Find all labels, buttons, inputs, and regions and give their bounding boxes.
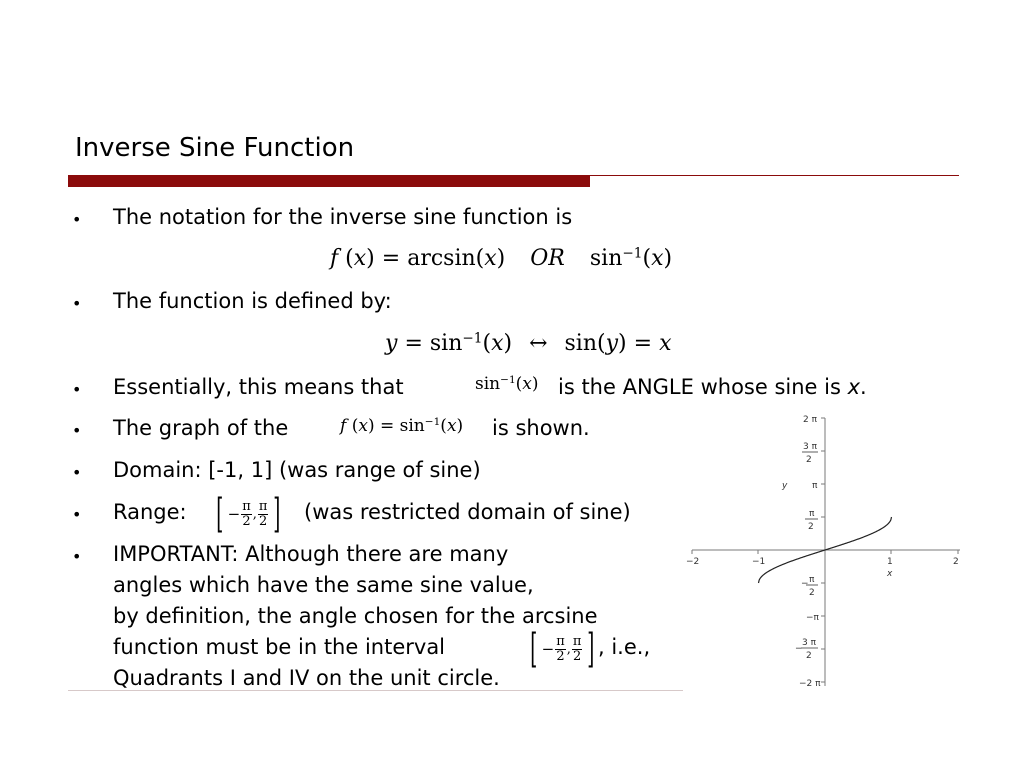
x-tick-label: −2 — [686, 557, 700, 567]
bullet-important-line4-post: , i.e., — [598, 635, 651, 659]
x-tick-label: 1 — [887, 557, 893, 567]
x-tick-label: −1 — [752, 557, 766, 567]
interval-important: [ − $\frac{\pi}{2}$ , $\frac{\pi}{2}$ ] — [530, 626, 595, 672]
bullet-marker: • — [72, 505, 82, 524]
bullet-important-line3: by definition, the angle chosen for the arcsine — [113, 604, 598, 628]
y-tick-label: −2 π — [799, 679, 821, 689]
footer-divider — [68, 690, 683, 691]
y-axis-label: y — [782, 481, 788, 491]
bullet-notation: The notation for the inverse sine function is — [113, 205, 573, 229]
formula-definition: $y = \sin^{-1}(x)$ ↔ sin(y) = x — [385, 330, 672, 356]
interval-range: [ − $\frac{\pi}{2}$ , $\frac{\pi}{2}$ ] — [216, 491, 281, 537]
bullet-angle-post: is the ANGLE whose sine is x. — [558, 375, 867, 399]
y-tick-label: π — [809, 575, 815, 585]
arcsin-graph — [686, 410, 966, 695]
slide-title: Inverse Sine Function — [75, 133, 355, 163]
bullet-graph-post: is shown. — [492, 416, 590, 440]
bullet-marker: • — [72, 294, 82, 313]
y-tick-label: 2 π — [803, 415, 818, 425]
formula-inline-arcsin: $\sin^{-1}(x)$ — [475, 374, 539, 394]
y-tick-label: π — [812, 481, 818, 491]
bullet-important-line1: IMPORTANT: Although there are many — [113, 542, 509, 566]
formula-notation: f (x) = arcsin(x) OR $\sin^{-1}(x)$ — [330, 245, 673, 271]
y-tick-label: 2 — [809, 588, 815, 598]
y-tick-label: −π — [806, 613, 819, 623]
x-tick-label: 2 — [953, 557, 959, 567]
title-accent-bar — [68, 175, 590, 187]
bullet-angle-pre: Essentially, this means that — [113, 375, 404, 399]
y-tick-label: π — [809, 509, 815, 519]
title-rule-line — [590, 175, 959, 176]
bullet-marker: • — [72, 547, 82, 566]
bullet-graph-pre: The graph of the — [113, 416, 289, 440]
y-tick-label: 2 — [806, 455, 812, 465]
bullet-important-line4: function must be in the interval — [113, 635, 446, 659]
y-tick-label: 2 — [806, 651, 812, 661]
bullet-marker: • — [72, 463, 82, 482]
x-axis-label: x — [887, 569, 893, 579]
y-tick-label: 3 π — [803, 442, 818, 452]
bullet-domain: Domain: [-1, 1] (was range of sine) — [113, 458, 481, 482]
bullet-marker: • — [72, 380, 82, 399]
bullet-marker: • — [72, 210, 82, 229]
y-tick-label: 3 π — [802, 638, 817, 648]
bullet-important-line5: Quadrants I and IV on the unit circle. — [113, 666, 500, 690]
bullet-range-pre: Range: — [113, 500, 187, 524]
formula-inline-f: f $(x) = \sin^{-1}(x)$ — [340, 416, 464, 436]
y-tick-label: − — [795, 644, 803, 654]
y-tick-label: 2 — [808, 522, 814, 532]
bullet-important-line2: angles which have the same sine value, — [113, 573, 534, 597]
bullet-marker: • — [72, 421, 82, 440]
bullet-definition: The function is defined by: — [113, 289, 392, 313]
bullet-range-post: (was restricted domain of sine) — [304, 500, 631, 524]
y-tick-label: − — [801, 579, 809, 589]
